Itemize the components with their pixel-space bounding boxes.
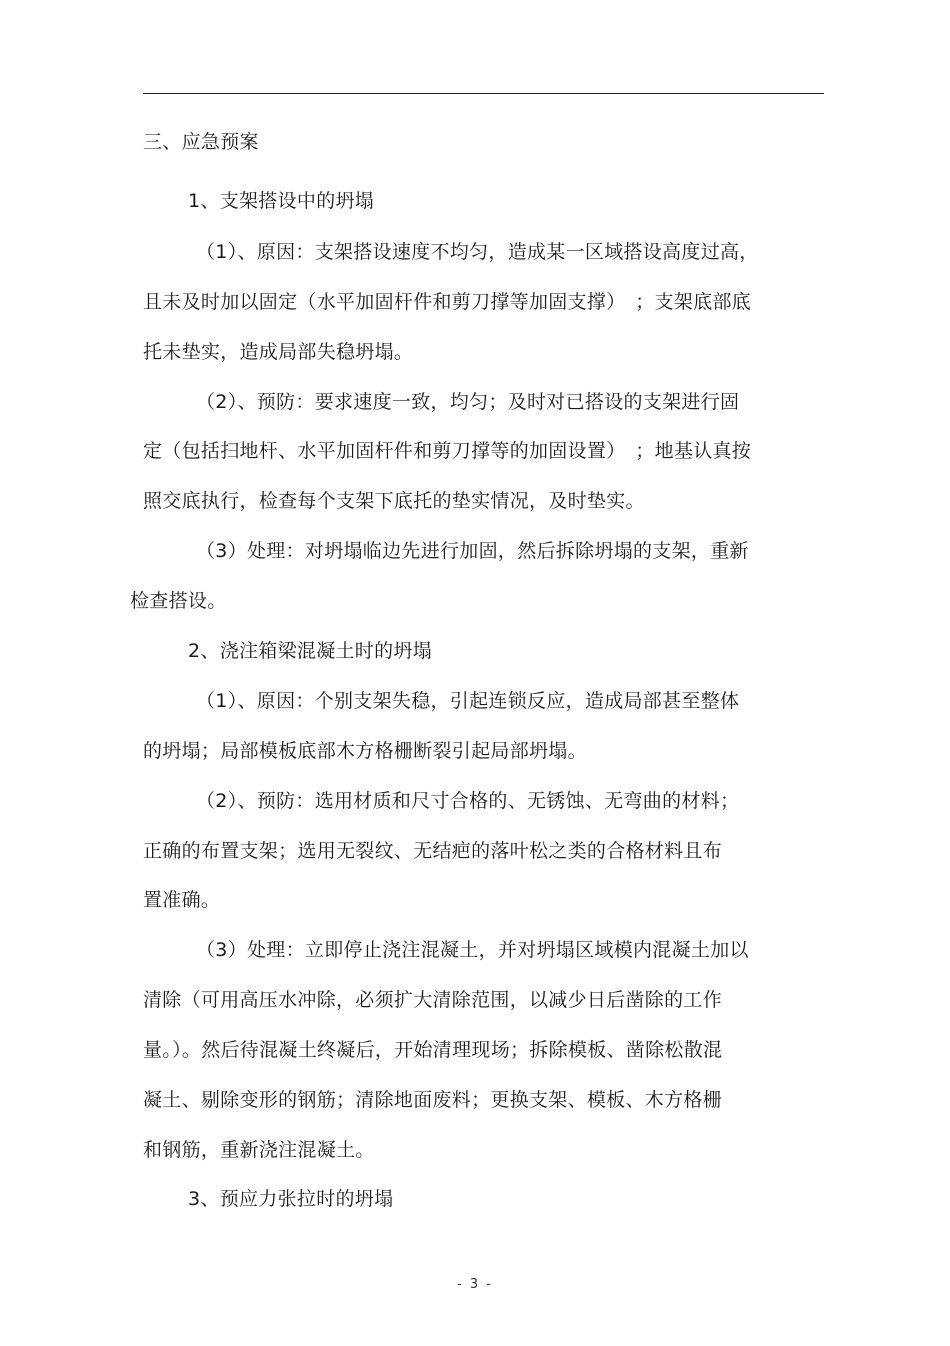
paragraph-line: 托未垫实，造成局部失稳坍塌。 [143, 341, 414, 363]
page-number: - 3 - [457, 1277, 493, 1292]
paragraph-line: 量。）。然后待混凝土终凝后，开始清理现场；拆除模板、凿除松散混 [143, 1039, 723, 1061]
paragraph-line: 的坍塌；局部模板底部木方格栅断裂引起局部坍塌。 [143, 740, 587, 762]
paragraph-line: 清除（可用高压水冲除，必须扩大清除范围，以减少日后凿除的工作 [143, 989, 723, 1011]
paragraph-line: （2）、预防：选用材质和尺寸合格的、无锈蚀、无弯曲的材料； [196, 790, 740, 812]
paragraph-line: 正确的布置支架；选用无裂纹、无结疤的落叶松之类的合格材料且布 [143, 840, 723, 862]
paragraph-line: （1）、原因：支架搭设速度不均匀，造成某一区域搭设高度过高， [196, 241, 759, 263]
paragraph-line: 照交底执行，检查每个支架下底托的垫实情况，及时垫实。 [143, 490, 645, 512]
paragraph-line: 检查搭设。 [130, 590, 227, 612]
subsection-3-title: 3、预应力张拉时的坍塌 [188, 1188, 394, 1210]
header-rule [143, 93, 824, 94]
subsection-2-title: 2、浇注箱梁混凝土时的坍塌 [188, 640, 432, 662]
paragraph-line: （1）、原因：个别支架失稳，引起连锁反应，造成局部甚至整体 [196, 690, 740, 712]
paragraph-line: 凝土、剔除变形的钢筋；清除地面废料；更换支架、模板、木方格栅 [143, 1089, 723, 1111]
paragraph-line: 定（包括扫地杆、水平加固杆件和剪刀撑等的加固设置） ；地基认真按 [143, 440, 752, 462]
subsection-1-title: 1、支架搭设中的坍塌 [188, 190, 375, 212]
paragraph-line: （3）处理：对坍塌临边先进行加固，然后拆除坍塌的支架，重新 [196, 540, 749, 562]
paragraph-line: 和钢筋，重新浇注混凝土。 [143, 1139, 375, 1161]
paragraph-line: 且未及时加以固定（水平加固杆件和剪刀撑等加固支撑） ；支架底部底 [143, 291, 752, 313]
paragraph-line: 置准确。 [143, 889, 221, 911]
paragraph-line: （2）、预防：要求速度一致，均匀；及时对已搭设的支架进行固 [196, 391, 740, 413]
paragraph-line: （3）处理：立即停止浇注混凝土，并对坍塌区域模内混凝土加以 [196, 939, 749, 961]
section-heading: 三、应急预案 [143, 131, 259, 153]
